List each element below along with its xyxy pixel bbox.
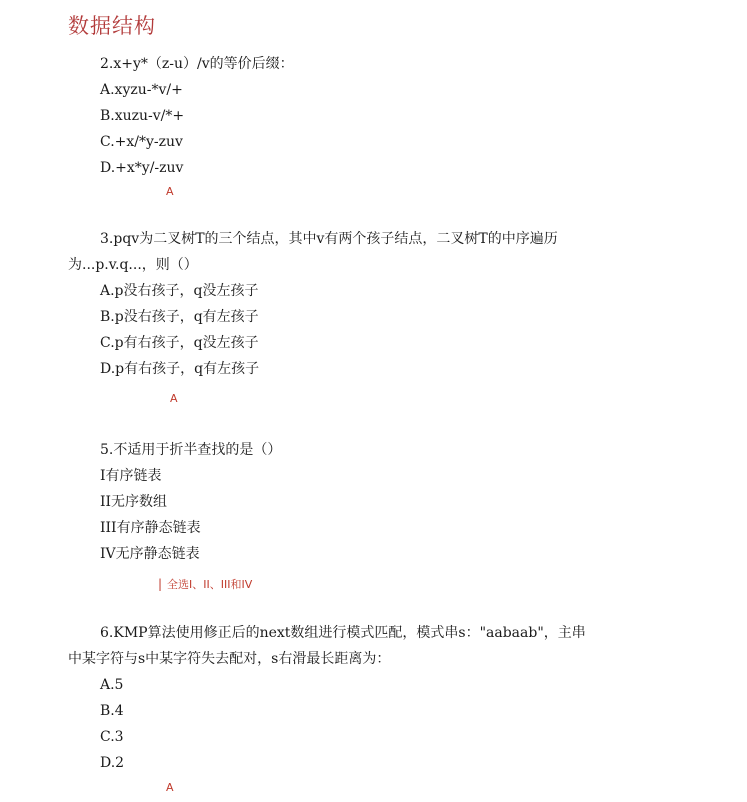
answer-label: A bbox=[170, 392, 178, 405]
option-iii: III有序静态链表 bbox=[100, 520, 201, 536]
page-title: 数据结构 bbox=[68, 14, 156, 38]
answer-label: A bbox=[166, 185, 174, 198]
option-c: C.+x/*y-zuv bbox=[100, 134, 183, 150]
option-c: C.p有右孩子，q没左孩子 bbox=[100, 335, 259, 351]
question-stem-continued: 为...p.v.q...，则（） bbox=[68, 257, 198, 273]
question-stem: 2.x+y*（z-u）/v的等价后缀： bbox=[100, 56, 294, 72]
answer-bar-icon: | bbox=[158, 577, 163, 591]
option-b: B.p没右孩子，q有左孩子 bbox=[100, 309, 259, 325]
option-a: A.p没右孩子，q没左孩子 bbox=[100, 283, 259, 299]
question-2 bbox=[68, 51, 294, 181]
answer-label: A bbox=[166, 781, 174, 794]
option-ii: II无序数组 bbox=[100, 494, 168, 510]
question-3 bbox=[68, 226, 558, 382]
question-5 bbox=[68, 437, 281, 567]
answer-text: 全选I、II、III和IV bbox=[167, 578, 253, 591]
option-a: A.xyzu-*v/+ bbox=[100, 82, 183, 98]
option-b: B.4 bbox=[100, 703, 124, 719]
option-b: B.xuzu-v/*+ bbox=[100, 108, 185, 124]
question-6 bbox=[68, 620, 586, 776]
option-i: I有序链表 bbox=[100, 468, 162, 484]
option-iv: IV无序静态链表 bbox=[100, 546, 200, 562]
option-d: D.p有右孩子，q有左孩子 bbox=[100, 361, 260, 377]
question-stem: 5.不适用于折半查找的是（） bbox=[100, 442, 282, 458]
option-a: A.5 bbox=[100, 677, 124, 693]
option-d: D.+x*y/-zuv bbox=[100, 160, 184, 176]
question-stem-continued: 中某字符与s中某字符失去配对，s右滑最长距离为： bbox=[68, 651, 391, 667]
option-c: C.3 bbox=[100, 729, 124, 745]
option-d: D.2 bbox=[100, 755, 125, 771]
question-stem: 3.pqv为二叉树T的三个结点，其中v有两个孩子结点，二叉树T的中序遍历 bbox=[100, 231, 558, 247]
answer-label bbox=[158, 576, 252, 592]
question-stem: 6.KMP算法使用修正后的next数组进行模式匹配，模式串s："aabaab"，主串 bbox=[100, 625, 586, 641]
